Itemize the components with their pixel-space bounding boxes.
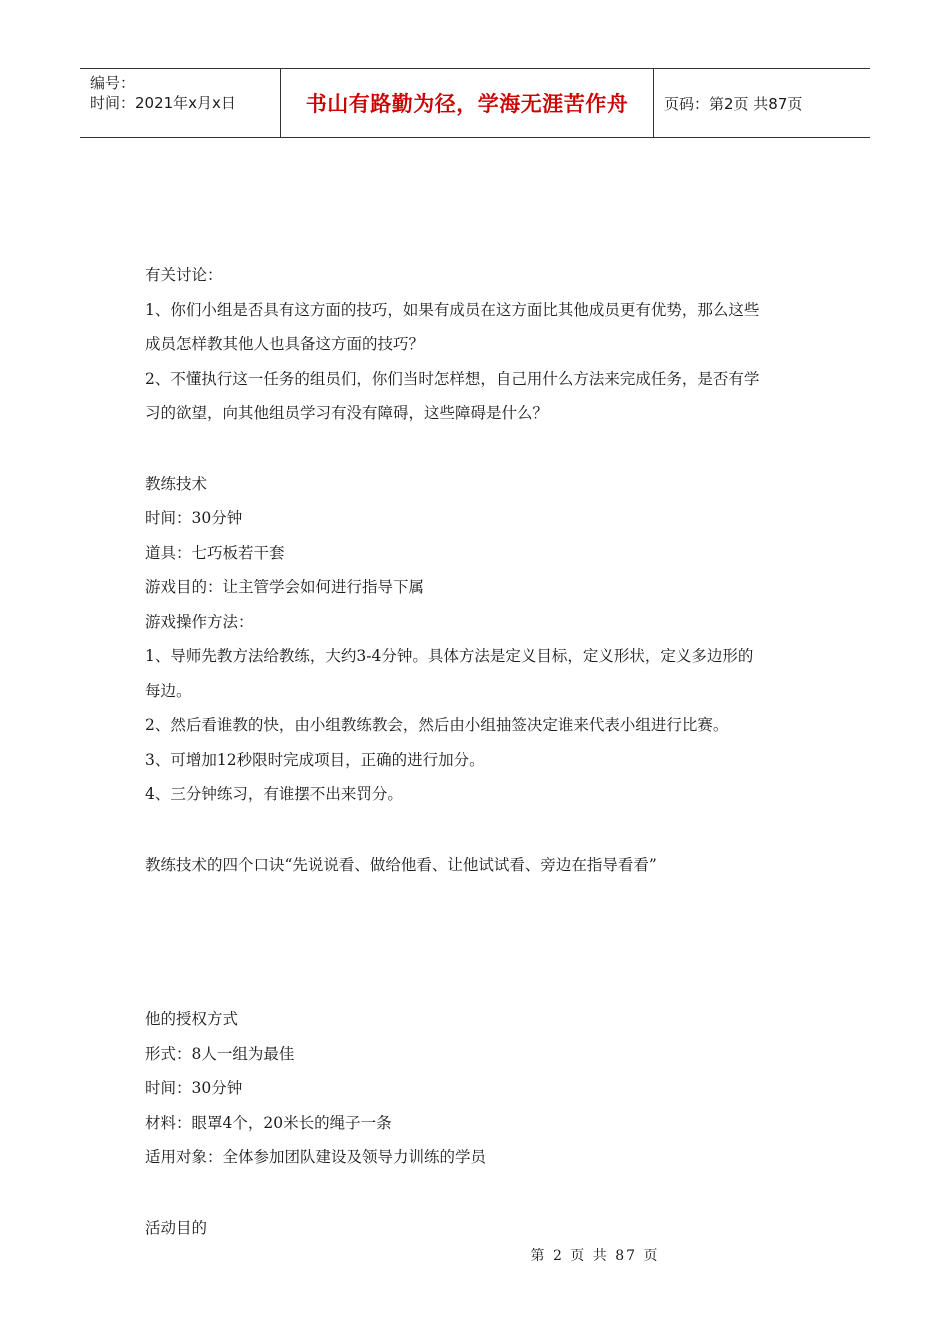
paragraph-line: 时间：30分钟 (145, 509, 243, 527)
paragraph-line: 游戏操作方法： (145, 612, 254, 631)
paragraph-line: 4、三分钟练习，有谁摆不出来罚分。 (145, 785, 403, 803)
paragraph-line: 材料：眼罩4个，20米长的绳子一条 (145, 1113, 392, 1132)
paragraph-line: 成员怎样教其他人也具备这方面的技巧？ (145, 335, 425, 353)
paragraph-line: 1、导师先教方法给教练，大约3-4分钟。具体方法是定义目标，定义形状，定义多边形的 (145, 647, 754, 665)
header-motto: 书山有路勤为径，学海无涯苦作舟 (281, 69, 654, 137)
document-body (145, 258, 825, 1245)
section-title-coaching: 教练技术 (145, 474, 208, 493)
paragraph-line: 形式：8人一组为最佳 (145, 1044, 295, 1063)
paragraph-line: 3、可增加12秒限时完成项目，正确的进行加分。 (145, 750, 485, 769)
paragraph-line: 2、不懂执行这一任务的组员们，你们当时怎样想，自己用什么方法来完成任务，是否有学 (145, 369, 760, 388)
paragraph-line: 时间：30分钟 (145, 1079, 243, 1097)
page-header (80, 68, 870, 138)
paragraph-line: 道具：七巧板若干套 (145, 543, 285, 562)
header-page-info: 页码：第2页 共87页 (664, 94, 803, 113)
section-title-delegation: 他的授权方式 (145, 1010, 239, 1028)
paragraph-line: 游戏目的：让主管学会如何进行指导下属 (145, 578, 425, 596)
paragraph-line: 教练技术的四个口诀“先说说看、做给他看、让他试试看、旁边在指导看看” (145, 855, 657, 874)
paragraph-line: 2、然后看谁教的快，由小组教练教会，然后由小组抽签决定谁来代表小组进行比赛。 (145, 716, 729, 734)
paragraph-line: 适用对象：全体参加团队建设及领导力训练的学员 (145, 1148, 487, 1166)
section-title-discussion: 有关讨论： (145, 266, 223, 284)
header-meta (80, 69, 281, 137)
paragraph-line: 每边。 (145, 681, 192, 700)
page-footer: 第 2 页 共 87 页 (530, 1248, 660, 1264)
time-label: 时间：2021年x月x日 (90, 94, 236, 112)
paragraph-line: 习的欲望，向其他组员学习有没有障碍，这些障碍是什么？ (145, 404, 549, 422)
number-label: 编号： (90, 74, 136, 92)
section-title-purpose: 活动目的 (145, 1218, 208, 1237)
paragraph-line: 1、你们小组是否具有这方面的技巧，如果有成员在这方面比其他成员更有优势，那么这些 (145, 300, 760, 319)
